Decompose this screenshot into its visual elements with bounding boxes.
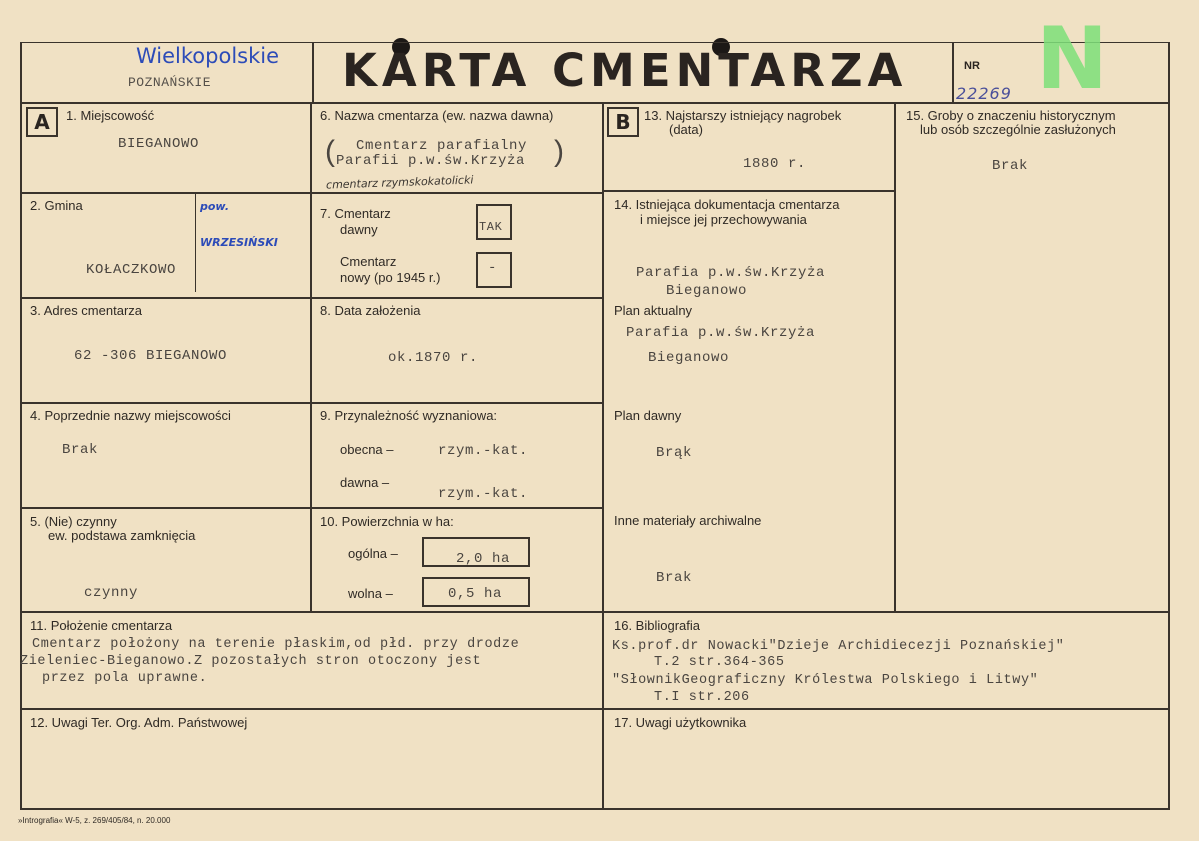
field-9-dawna-value: rzym.-kat. — [438, 486, 529, 502]
field-11-line-3: przez pola uprawne. — [42, 671, 208, 686]
field-9-obecna-label: obecna – — [340, 442, 394, 457]
field-6-bracket-right: ) — [554, 135, 564, 168]
plan-dawny-label: Plan dawny — [614, 408, 682, 423]
field-17-label: 17. Uwagi użytkownika — [614, 715, 747, 730]
field-12-label: 12. Uwagi Ter. Org. Adm. Państwowej — [30, 715, 248, 730]
field-11-line-1: Cmentarz położony na terenie płaskim,od płd. przy drodze — [32, 637, 520, 652]
plan-aktualny-label: Plan aktualny — [614, 303, 693, 318]
plan-aktualny-value-2: Bieganowo — [648, 350, 730, 366]
field-10-wolna-label: wolna – — [348, 586, 393, 601]
field-14-label-2: i miejsce jej przechowywania — [640, 212, 807, 227]
field-7-dawny-label: dawny — [340, 222, 378, 237]
field-7-nowy-label-2: nowy (po 1945 r.) — [340, 270, 441, 285]
field-3-value: 62 -306 BIEGANOWO — [74, 348, 228, 364]
field-16-label: 16. Bibliografia — [614, 618, 700, 633]
field-7-nowy-label-1: Cmentarz — [340, 254, 397, 269]
field-6-value-2: Parafii p.w.św.Krzyża — [336, 153, 526, 169]
region-stamp-sub: POZNAŃSKIE — [128, 75, 212, 90]
field-15-label-1: 15. Groby o znaczeniu historycznym — [906, 108, 1116, 123]
nr-value: 22269 — [956, 84, 1012, 103]
field-14-label-1: 14. Istniejąca dokumentacja cmentarza — [614, 197, 840, 212]
inne-materialy-label: Inne materiały archiwalne — [614, 513, 762, 528]
field-8-value: ok.1870 r. — [388, 350, 479, 366]
printer-imprint: »Intrografia« W-5, z. 269/405/84, n. 20.000 — [18, 816, 171, 825]
field-16-line-2: T.2 str.364-365 — [654, 655, 785, 670]
card-title: KARTA CMENTARZA — [342, 44, 908, 97]
handwritten-powiat: WRZESIŃSKI — [200, 236, 278, 249]
field-9-dawna-label: dawna – — [340, 475, 390, 490]
field-6-value-1: Cmentarz parafialny — [356, 138, 528, 154]
field-4-label: 4. Poprzednie nazwy miejscowości — [30, 408, 231, 423]
field-7-label: 7. Cmentarz — [320, 206, 391, 221]
field-10-ogolna-value: 2,0 ha — [456, 551, 511, 567]
field-5-label-1: 5. (Nie) czynny — [30, 514, 117, 529]
field-16-line-1: Ks.prof.dr Nowacki"Dzieje Archidiecezji Poznańskiej" — [612, 639, 1065, 654]
field-16-line-3: "SłownikGeograficzny Królestwa Polskiego i Litwy" — [612, 673, 1039, 688]
section-b-badge: B — [607, 107, 639, 137]
handwritten-cemetery-note: cmentarz rzymskokatolicki — [325, 173, 474, 192]
field-15-value: Brak — [992, 158, 1029, 174]
region-stamp: Wielkopolskie — [136, 44, 280, 68]
field-6-label: 6. Nazwa cmentarza (ew. nazwa dawna) — [320, 108, 554, 123]
field-9-label: 9. Przynależność wyznaniowa: — [320, 408, 498, 423]
field-10-wolna-value: 0,5 ha — [448, 586, 503, 602]
field-16-line-4: T.I str.206 — [654, 690, 750, 705]
field-11-line-2: Zieleniec-Bieganowo.Z pozostałych stron otoczony jest — [20, 654, 482, 669]
field-10-ogolna-label: ogólna – — [348, 546, 398, 561]
inne-materialy-value: Brak — [656, 570, 693, 586]
field-6-bracket-left: ( — [325, 135, 335, 168]
field-1-value: BIEGANOWO — [118, 136, 200, 152]
nr-label: NR — [964, 60, 980, 72]
green-marker-letter: N — [1036, 9, 1108, 109]
field-13-value: 1880 r. — [743, 156, 807, 172]
field-10-label: 10. Powierzchnia w ha: — [320, 514, 454, 529]
field-13-label-1: 13. Najstarszy istniejący nagrobek — [644, 108, 842, 123]
plan-aktualny-value-1: Parafia p.w.św.Krzyża — [626, 325, 816, 341]
field-3-label: 3. Adres cmentarza — [30, 303, 142, 318]
field-5-value: czynny — [84, 585, 139, 601]
field-4-value: Brak — [62, 442, 99, 458]
field-7-dawny-value: TAK — [479, 220, 503, 234]
field-2-label: 2. Gmina — [30, 198, 83, 213]
handwritten-pow: pow. — [200, 200, 230, 213]
field-14-value-2: Bieganowo — [666, 283, 748, 299]
field-5-label-2: ew. podstawa zamknięcia — [48, 528, 196, 543]
field-2-value: KOŁACZKOWO — [86, 262, 177, 278]
field-11-label: 11. Położenie cmentarza — [30, 618, 173, 633]
field-9-obecna-value: rzym.-kat. — [438, 443, 529, 459]
field-13-label-2: (data) — [669, 122, 703, 137]
plan-dawny-value: Brąk — [656, 445, 693, 461]
field-15-label-2: lub osób szczególnie zasłużonych — [920, 122, 1116, 137]
field-1-label: 1. Miejscowość — [66, 108, 155, 123]
field-7-nowy-value: - — [488, 260, 498, 276]
field-14-value-1: Parafia p.w.św.Krzyża — [636, 265, 826, 281]
field-8-label: 8. Data założenia — [320, 303, 421, 318]
section-a-badge: A — [26, 107, 58, 137]
